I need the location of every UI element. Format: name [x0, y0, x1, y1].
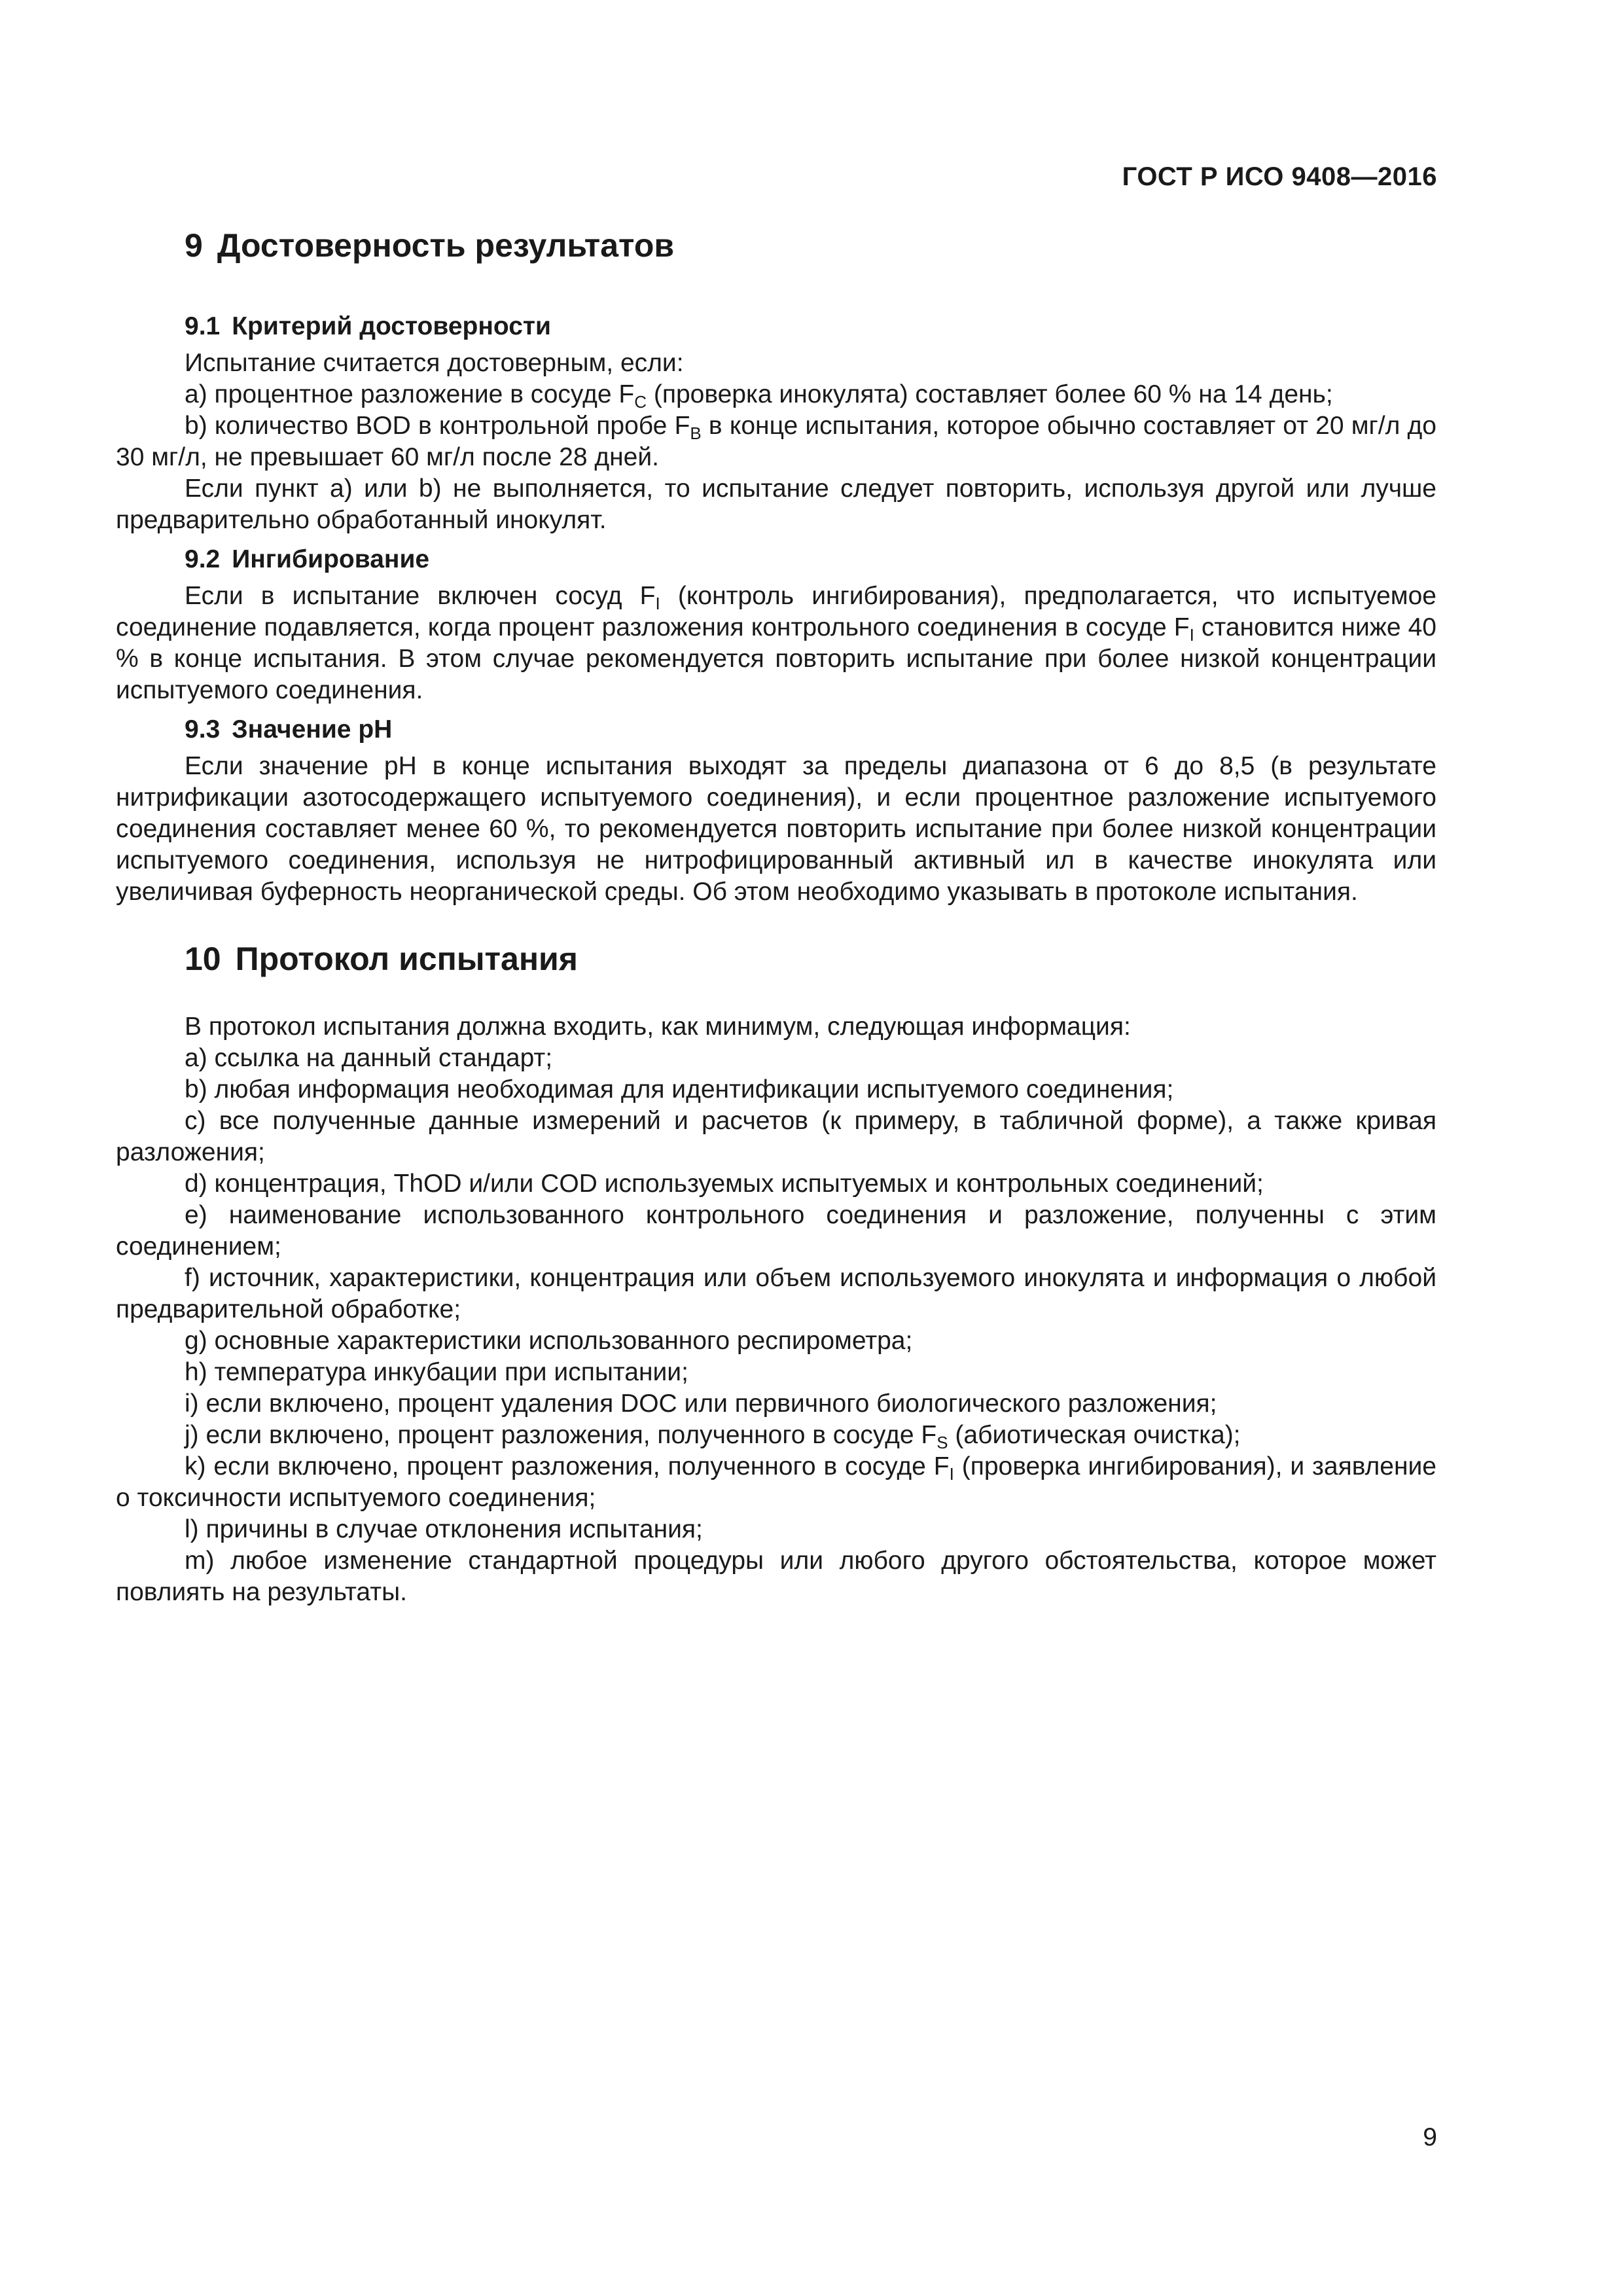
report-item-j: j) если включено, процент разложения, полученного в сосуде $F_S$ (абиотическая очистка); — [185, 1421, 1241, 1452]
section-9 — [116, 226, 1436, 908]
subsection-9-1-title: Критерий достоверности — [232, 312, 551, 340]
subsection-9-1-heading — [116, 311, 1436, 342]
subsection-9-2-number: 9.2 — [185, 545, 221, 573]
page-content — [116, 226, 1436, 1608]
report-item-h: h) температура инкубации при испытании; — [185, 1358, 688, 1386]
report-item-g: g) основные характеристики использованного респирометра; — [185, 1327, 913, 1355]
page-number: 9 — [1423, 2123, 1437, 2151]
section-9-title: Достоверность результатов — [217, 227, 675, 264]
criterion-note: Если пункт а) или b) не выполняется, то испытание следует повторить, используя другой или лучше предварительно обработанный инокулят. — [116, 475, 1436, 534]
section-10-title: Протокол испытания — [235, 941, 578, 977]
report-item-b: b) любая информация необходимая для идентификации испытуемого соединения; — [185, 1075, 1174, 1103]
section-10-heading — [116, 939, 1436, 978]
section-10 — [116, 939, 1436, 1608]
report-item-m: m) любое изменение стандартной процедуры или любого другого обстоятельства, которое может повлиять на результаты. — [116, 1547, 1436, 1606]
report-item-a: а) ссылка на данный стандарт; — [185, 1044, 553, 1072]
criterion-b: b) количество BOD в контрольной пробе $F_B$ в конце испытания, которое обычно составляет от 20 мг/л до 30 мг/л, не превышает 60 мг/л после 28 дней. — [116, 412, 1436, 471]
subsection-9-1-number: 9.1 — [185, 312, 221, 340]
report-item-l: l) причины в случае отклонения испытания; — [185, 1515, 703, 1543]
subsection-9-3-number: 9.3 — [185, 715, 221, 744]
section-10-number: 10 — [185, 941, 221, 977]
report-item-d: d) концентрация, ThOD и/или COD используемых испытуемых и контрольных соединений; — [185, 1170, 1264, 1198]
report-item-i: i) если включено, процент удаления DOC или первичного биологического разложения; — [185, 1390, 1217, 1418]
criterion-a: а) процентное разложение в сосуде $F_C$ (проверка инокулята) составляет более 60 % на 14 день; — [185, 380, 1333, 412]
subsection-9-3-heading — [116, 714, 1436, 745]
section-9-heading — [116, 226, 1436, 265]
report-item-k: k) если включено, процент разложения, полученного в сосуде $F_I$ (проверка ингибирования), и заявление о токсичности испытуемого соединения; — [116, 1452, 1436, 1512]
section-9-number: 9 — [185, 227, 203, 264]
subsection-9-1-intro: Испытание считается достоверным, если: — [185, 349, 684, 377]
document-code: ГОСТ Р ИСО 9408—2016 — [1122, 162, 1437, 191]
report-item-f: f) источник, характеристики, концентрация или объем используемого инокулята и информация о любой предварительной обработке; — [116, 1264, 1436, 1323]
report-item-e: e) наименование использованного контрольного соединения и разложение, полученны с этим соединением; — [116, 1201, 1436, 1261]
report-item-c: c) все полученные данные измерений и расчетов (к примеру, в табличной форме), а также кривая разложения; — [116, 1107, 1436, 1166]
ph-paragraph: Если значение pH в конце испытания выходят за пределы диапазона от 6 до 8,5 (в результате нитрификации азотосодержащего испытуемого соединения), и если процентное разложение испытуемого соединения составляет менее 60 %, то рекомендуется повторить испытание при более низкой концентрации испытуемого соединения, используя не нитрофицированный активный ил в качестве инокулята или увеличивая буферность неорганической среды. Об этом необходимо указывать в протоколе испытания. — [116, 752, 1436, 906]
report-intro: В протокол испытания должна входить, как минимум, следующая информация: — [185, 1013, 1131, 1041]
subsection-9-3-title: Значение pH — [232, 715, 393, 744]
inhibition-paragraph: Если в испытание включен сосуд $F_I$ (контроль ингибирования), предполагается, что испытуемое соединение подавляется, когда процент разложения контрольного соединения в сосуде $F_I$ становится ниже 40 % в конце испытания. В этом случае рекомендуется повторить испытание при более низкой концентрации испытуемого соединения. — [116, 582, 1436, 704]
subsection-9-2-title: Ингибирование — [232, 545, 430, 573]
subsection-9-2-heading — [116, 544, 1436, 575]
